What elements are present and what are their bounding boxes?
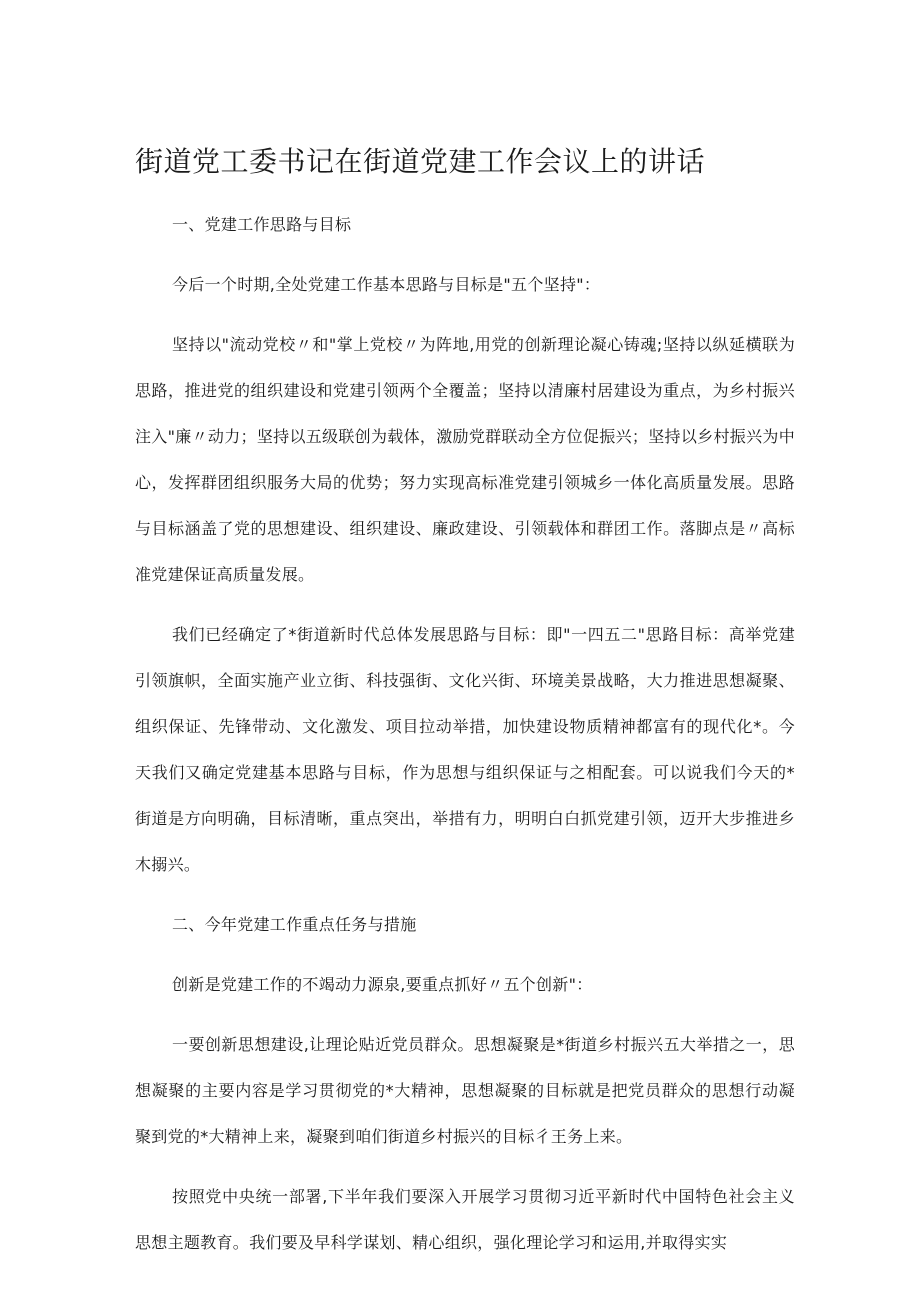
paragraph-theme-education: 按照党中央统一部署,下半年我们要深入开展学习贯彻习近平新时代中国特色社会主义思想主题教育。我们要及早科学谋划、精心组织，强化理论学习和运用,并取得实实 (135, 1187, 795, 1252)
paragraph-five-persistences: 坚持以"流动党校〃和"掌上党校〃为阵地,用党的创新理论凝心铸魂;坚持以纵延横联为思路，推进党的组织建设和党建引领两个全覆盖；坚持以清廉村居建设为重点，为乡村振兴注入"廉〃动力；坚持以五级联创为载体，激励党群联动全方位促振兴；坚持以乡村振兴为中心，发挥群团组织服务大局的优势；努力实现高标准党建引领城乡一体化高质量发展。思路与目标涵盖了党的思想建设、组织建设、廉政建设、引领载体和群团工作。落脚点是〃高标准党建保证高质量发展。 (135, 335, 795, 584)
document-title: 街道党工委书记在街道党建工作会议上的讲话 (135, 145, 706, 178)
section-heading-1: 一、党建工作思路与目标 (172, 215, 352, 234)
document-body (135, 202, 795, 1280)
paragraph-intro: 今后一个时期,全处党建工作基本思路与目标是"五个坚持"： (172, 275, 601, 294)
paragraph-five-innovations: 创新是党建工作的不竭动力源泉,要重点抓好〃五个创新"： (172, 975, 593, 994)
paragraph-ideology-building: 一要创新思想建设,让理论贴近党员群众。思想凝聚是*街道乡村振兴五大举措之一，思想凝聚的主要内容是学习贯彻党的*大精神，思想凝聚的目标就是把党员群众的思想行动凝聚到党的*大精神上来，凝聚到咱们街道乡村振兴的目标彳王务上来。 (135, 1035, 795, 1146)
section-heading-2: 二、今年党建工作重点任务与措施 (172, 915, 417, 934)
paragraph-development-goals: 我们已经确定了*街道新时代总体发展思路与目标：即"一四五二"思路目标：高举党建引领旗帜，全面实施产业立街、科技强街、文化兴街、环境美景战略，大力推进思想凝聚、组织保证、先锋带动、文化激发、项目拉动举措，加快建设物质精神都富有的现代化*。今天我们又确定党建基本思路与目标，作为思想与组织保证与之相配套。可以说我们今天的*街道是方向明确，目标清晰，重点突出，举措有力，明明白白抓党建引领，迈开大步推进乡木搦兴。 (135, 625, 795, 874)
